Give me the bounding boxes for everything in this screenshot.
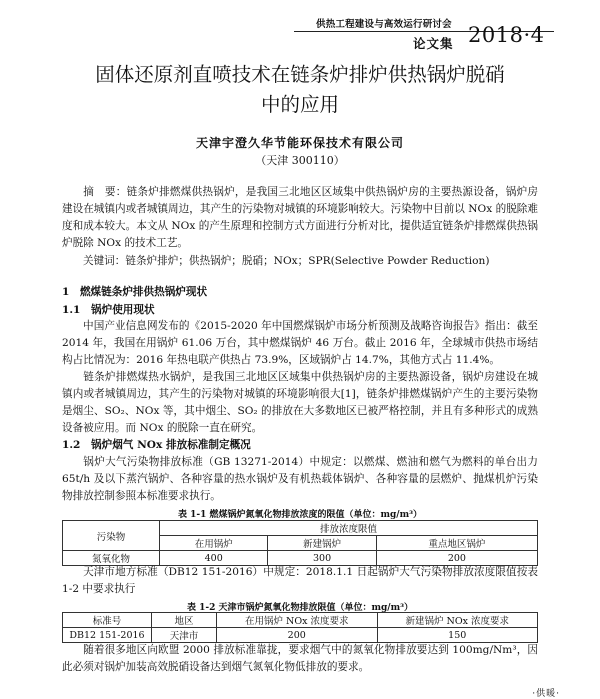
abstract-text: 链条炉排燃煤供热锅炉，是我国三北地区区域集中供热锅炉房的主要热源设备，锅炉房建设在城镇内或者城镇周边，其产生的污染物对城镇的环境影响较大。污染物中目前以 NOx 的脱除难度和成本较大。本文从 NOx 的产生原理和控制方式方面进行分析对比，提供适宜链条炉排燃煤供热锅炉脱除 NOx 的技术工艺。 — [62, 186, 539, 249]
table-2-cell: 天津市 — [152, 628, 217, 643]
paragraph-tianjin-standard: 天津市地方标准（DB12 151-2016）中规定：2018.1.1 日起锅炉大气污染物排放浓度限值按表 1-2 中要求执行 — [62, 566, 538, 595]
keywords — [62, 253, 538, 270]
paper-title-line-2: 中的应用 — [260, 93, 339, 116]
keywords-label: 关键词： — [83, 255, 126, 267]
paragraph-1-1-a: 中国产业信息网发布的《2015-2020 年中国燃煤锅炉市场分析预测及战略咨询报告》指出：截至 2014 年，我国在用锅炉 61.06 万台，其中燃煤锅炉 46 万台。截止 2016 年，全球城市供热市场结构占比情况为：2016 年热电联产供热占 73.9%，区域锅炉占 14.7%，其他方式占 11.4%。 — [62, 320, 538, 366]
section-heading-1: 1 燃煤链条炉排供热锅炉现状 — [62, 286, 208, 298]
table-1-group-header: 排放浓度限值 — [160, 521, 538, 536]
paragraph-1-2: 锅炉大气污染物排放标准（GB 13271-2014）中规定：以燃煤、燃油和燃气为燃料的单台出力 65t/h 及以下蒸汽锅炉、各种容量的热水锅炉及有机热载体锅炉、各种容量的层燃炉、抛煤机炉污染物排放控制参照本标准要求执行。 — [62, 456, 538, 502]
table-1-cell: 200 — [376, 551, 537, 566]
table-2-caption: 表 1-2 天津市锅炉氮氧化物排放限值（单位：mg/m³） — [186, 603, 414, 613]
table-1-row-label: 氮氧化物 — [63, 551, 160, 566]
table-2-col-header: 新建锅炉 NOx 浓度要求 — [377, 613, 538, 628]
table-2-cell: 200 — [217, 628, 378, 643]
table-1-col-header: 新建锅炉 — [268, 536, 376, 551]
table-1 — [62, 520, 538, 566]
table-2-col-header: 标准号 — [63, 613, 152, 628]
keywords-text: 链条炉排炉；供热锅炉；脱硝；NOx；SPR(Selective Powder Reduction) — [125, 255, 490, 267]
table-1-col-header: 在用锅炉 — [160, 536, 268, 551]
table-1-cell: 300 — [268, 551, 376, 566]
paper-title — [40, 60, 560, 120]
table-1-caption: 表 1-1 燃煤锅炉氮氧化物排放浓度的限值（单位：mg/m³） — [177, 510, 423, 520]
issue-year: 2018·4 — [468, 23, 545, 47]
section-heading-1-2: 1.2 锅炉烟气 NOx 排放标准制定概况 — [62, 439, 251, 451]
author-organization: 天津宇澄久华节能环保技术有限公司 — [195, 136, 404, 150]
table-2-cell: DB12 151-2016 — [63, 628, 152, 643]
section-heading-1-1: 1.1 锅炉使用现状 — [62, 304, 155, 316]
paragraph-1-1-b: 链条炉排燃煤热水锅炉，是我国三北地区区域集中供热锅炉房的主要热源设备，锅炉房建设在城镇内或者城镇周边，其产生的污染物对城镇的环境影响很大[1]，链条炉排燃煤锅炉产生的主要污染物是烟尘、SO₂、NOx 等，其中烟尘、SO₂ 的排放在大多数地区已被严格控制，并且有多种形式的成熟设备被应用。而 NOx 的脱除一直在研究。 — [62, 371, 538, 434]
table-2-col-header: 地区 — [152, 613, 217, 628]
table-2-cell: 150 — [377, 628, 538, 643]
abstract — [62, 184, 538, 252]
table-2 — [62, 612, 538, 643]
conference-series-title: 供热工程建设与高效运行研讨会 — [316, 19, 452, 30]
paragraph-closing: 随着很多地区向欧盟 2000 排放标准靠拢，要求烟气中的氮氧化物排放要达到 100mg/Nm³，因此必须对锅炉加装高效脱硝设备达到烟气氮氧化物低排放的要求。 — [62, 644, 538, 673]
abstract-label: 摘 要： — [83, 186, 127, 198]
author-address: （天津 300110） — [255, 154, 345, 167]
collection-label: 论文集 — [413, 36, 454, 51]
table-2-col-header: 在用锅炉 NOx 浓度要求 — [217, 613, 378, 628]
table-1-col-header: 重点地区锅炉 — [376, 536, 537, 551]
paper-title-line-1: 固体还原剂直喷技术在链条炉排炉供热锅炉脱硝 — [95, 63, 505, 86]
table-1-cell: 400 — [160, 551, 268, 566]
page-footer: ·供暖· — [532, 689, 560, 699]
table-1-row-header: 污染物 — [63, 521, 160, 551]
